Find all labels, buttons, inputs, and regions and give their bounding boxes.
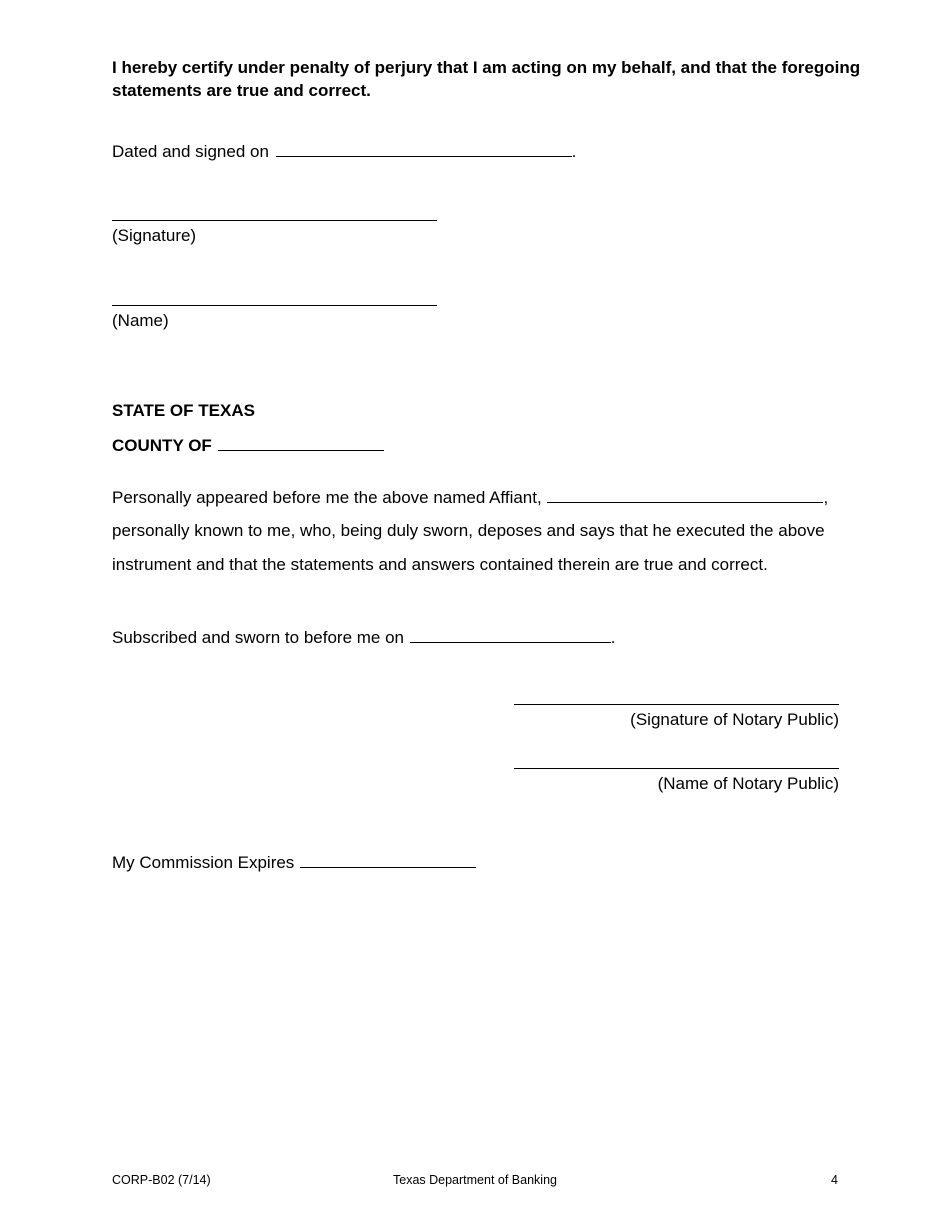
footer-page-number: 4 [831,1173,838,1187]
subscribed-row [112,626,615,649]
notary-signature-caption: (Signature of Notary Public) [630,710,839,729]
affidavit-line-3: instrument and that the statements and answers contained therein are true and correct. [112,555,768,574]
signature-line[interactable] [112,220,437,221]
affidavit-line-1 [112,486,828,509]
certification-line-1: I hereby certify under penalty of perjury that I am acting on my behalf, and that the foregoing [112,58,861,77]
commission-label: My Commission Expires [112,853,295,872]
certification-line-2: statements are true and correct. [112,81,371,100]
notary-name-line[interactable] [514,768,839,769]
commission-row [112,851,476,874]
commission-expires-blank[interactable] [300,851,476,868]
county-blank[interactable] [218,434,384,451]
subscribed-label: Subscribed and sworn to before me on [112,628,405,647]
name-caption: (Name) [112,311,169,330]
affidavit-line-2: personally known to me, who, being duly sworn, deposes and says that he executed the above [112,521,825,540]
dated-signed-label: Dated and signed on [112,142,269,161]
affidavit-comma: , [823,488,829,507]
notary-name-caption: (Name of Notary Public) [657,774,839,793]
affiant-name-blank[interactable] [547,486,823,503]
subscribed-date-blank[interactable] [410,626,611,643]
signature-caption: (Signature) [112,226,197,245]
state-heading: STATE OF TEXAS [112,401,255,420]
dated-signed-row [112,140,576,163]
notary-signature-line[interactable] [514,704,839,705]
subscribed-period: . [610,628,616,647]
name-line[interactable] [112,305,437,306]
affidavit-line-1-text: Personally appeared before me the above named Affiant, [112,488,542,507]
footer-form-id: CORP-B02 (7/14) [112,1173,211,1187]
dated-signed-blank[interactable] [276,140,572,157]
dated-signed-period: . [571,142,577,161]
county-row [112,434,384,457]
county-label: COUNTY OF [112,436,212,455]
footer-agency: Texas Department of Banking [393,1173,557,1187]
